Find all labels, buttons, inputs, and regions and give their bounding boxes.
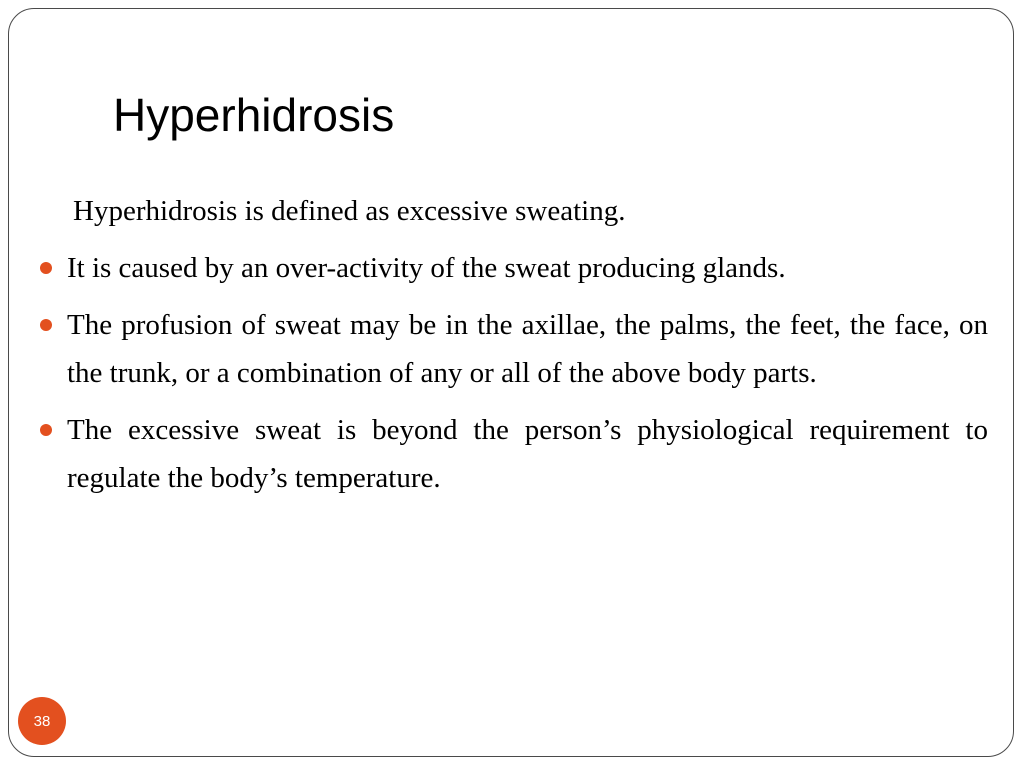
circle-bullet-icon: [40, 319, 52, 331]
bullet-text: The profusion of sweat may be in the axillae, the palms, the feet, the face, on the trunk, or a combination of any or all of the above body parts.: [67, 309, 988, 389]
bullet-text: It is caused by an over-activity of the sweat producing glands.: [67, 252, 786, 284]
bullet-item: [40, 301, 988, 397]
bullet-text: The excessive sweat is beyond the person’s physiological requirement to regulate the body’s temperature.: [67, 414, 988, 494]
bullet-list: [40, 244, 988, 502]
bullet-item: [40, 244, 988, 292]
circle-bullet-icon: [40, 424, 52, 436]
bullet-item: [40, 406, 988, 502]
page-number-badge: [18, 697, 66, 745]
page-number: 38: [33, 712, 51, 730]
slide-title: Hyperhidrosis: [113, 89, 395, 141]
intro-text: Hyperhidrosis is defined as excessive sweating.: [73, 195, 626, 227]
circle-bullet-icon: [40, 262, 52, 274]
slide-body: [40, 187, 988, 511]
